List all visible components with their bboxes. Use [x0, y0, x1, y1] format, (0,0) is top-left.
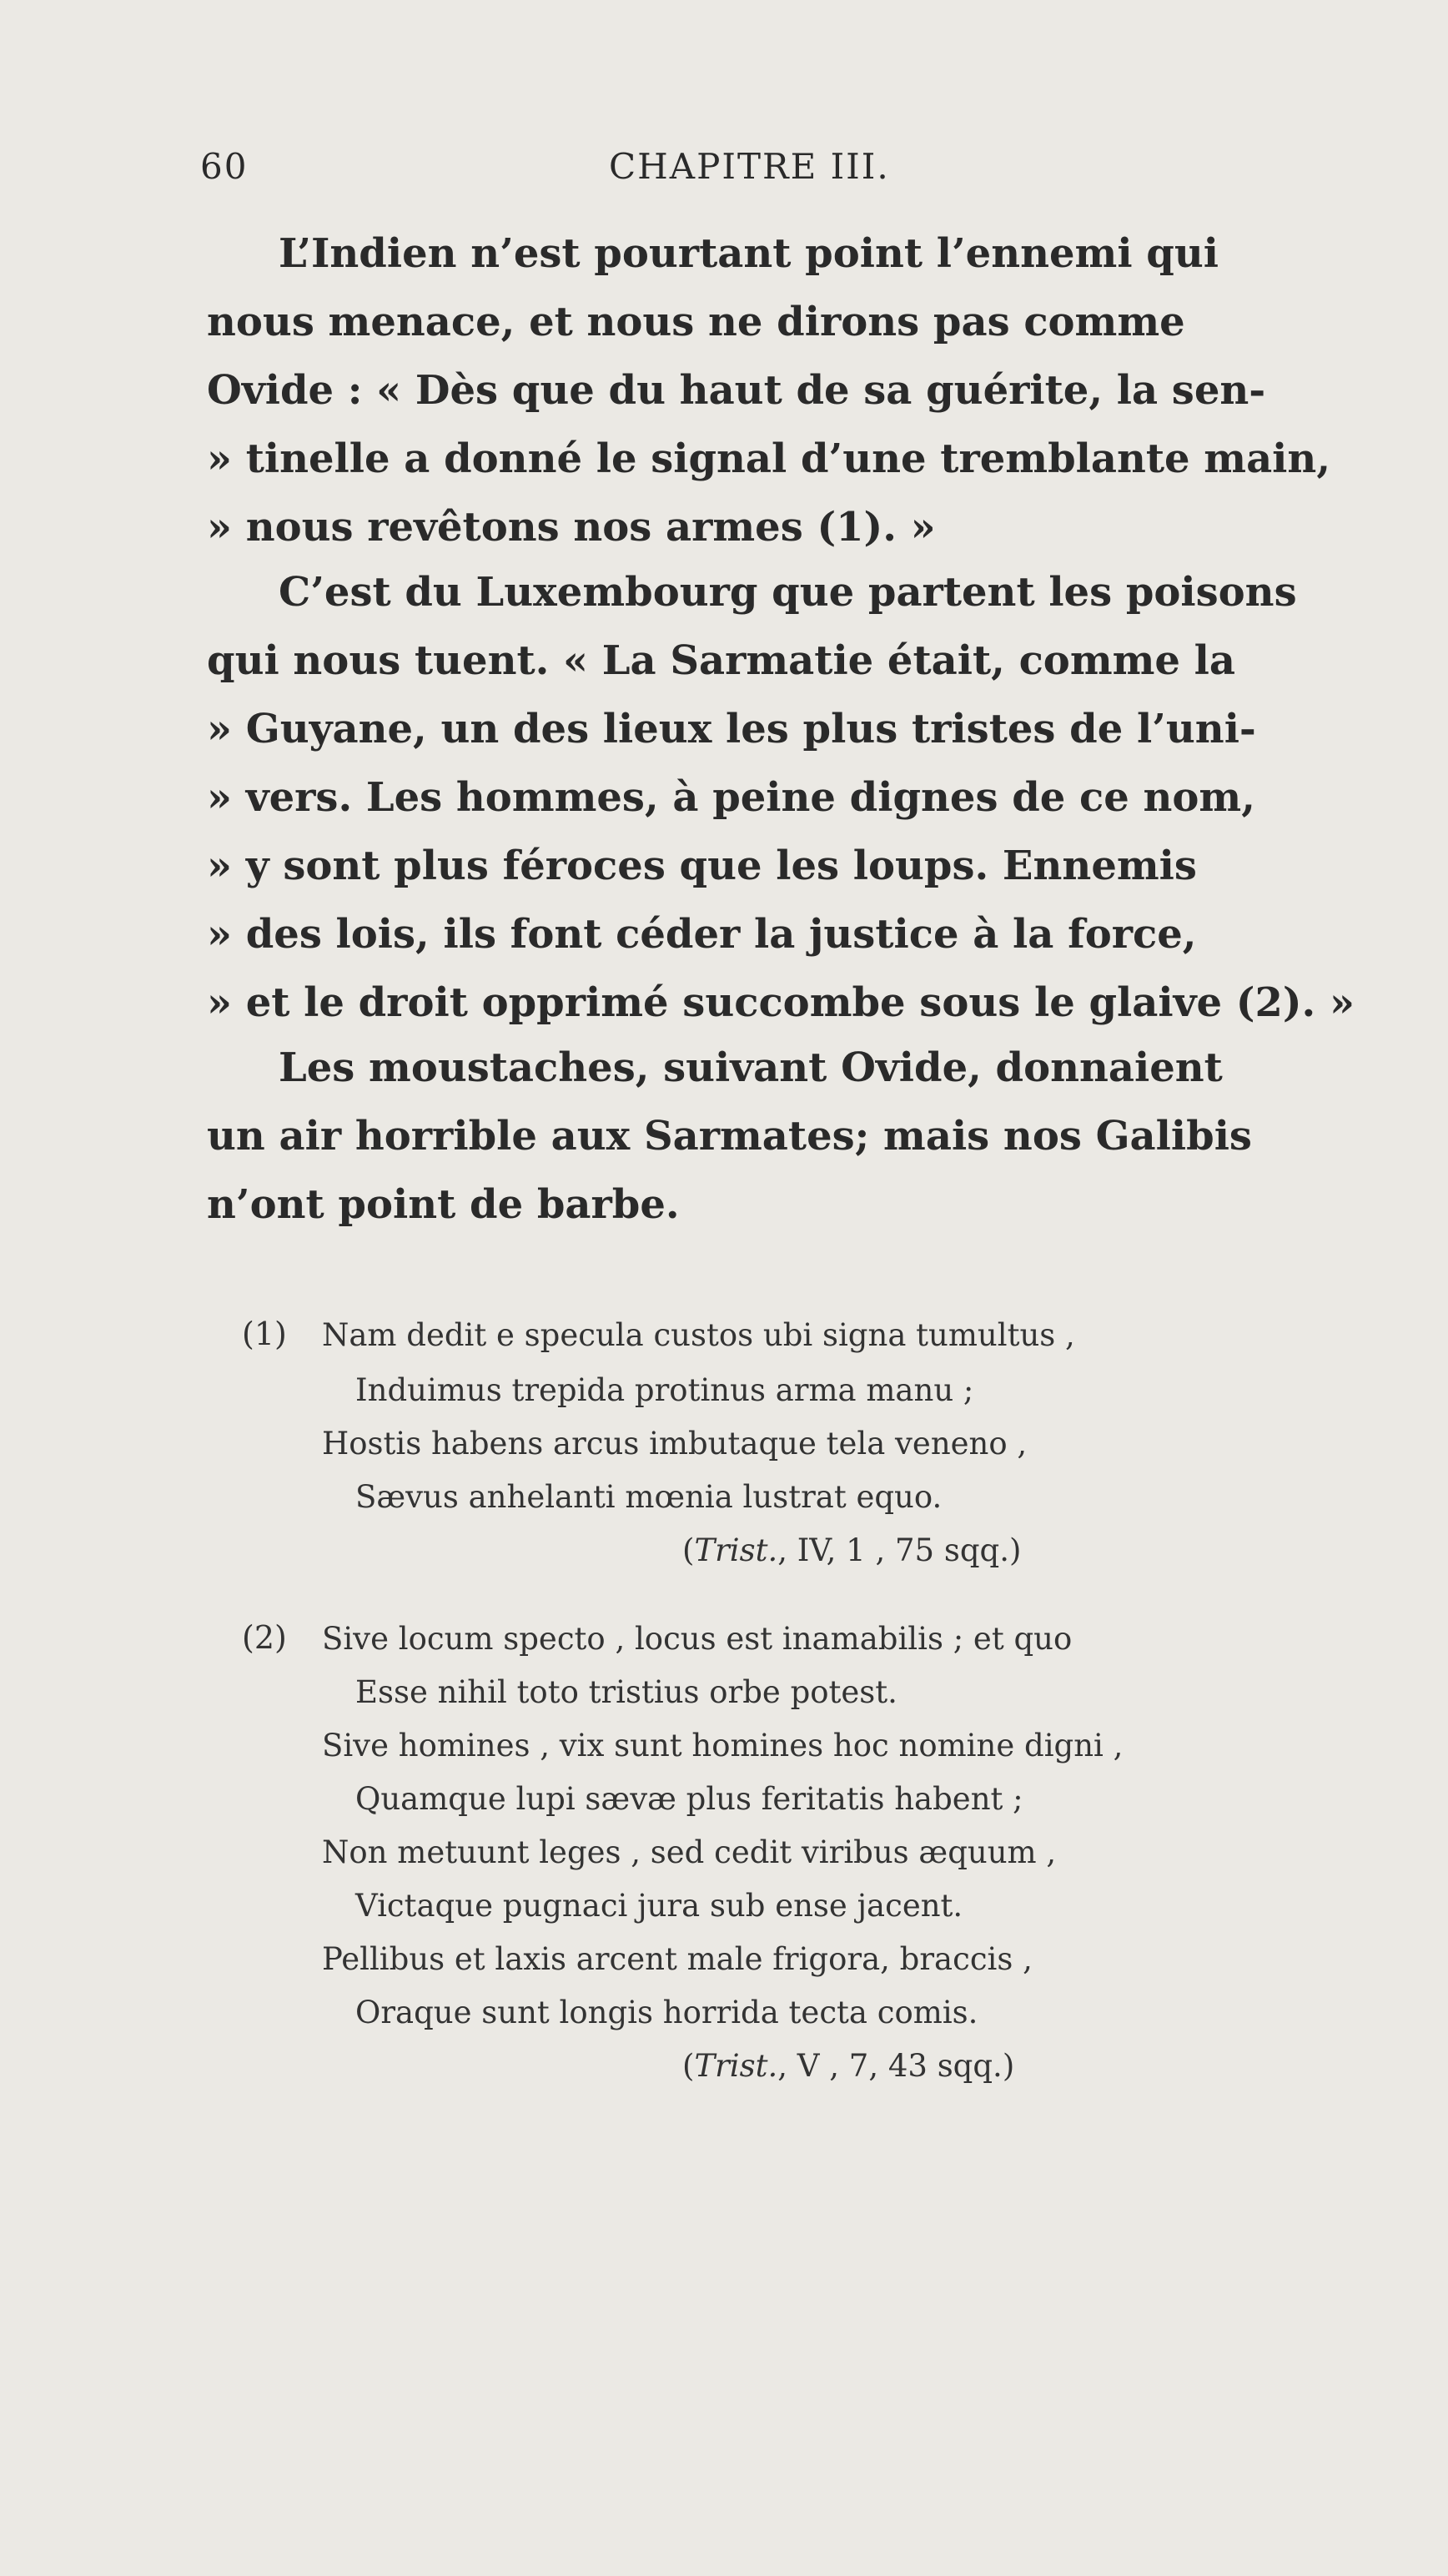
- body-line: » et le droit opprimé succombe sous le glaive (2). »: [207, 979, 1355, 1026]
- footnote-line: Sive locum specto , locus est inamabilis ; et quo: [322, 1621, 1073, 1657]
- body-line: » des lois, ils font céder la justice à la force,: [207, 911, 1197, 958]
- footnote-line: Quamque lupi sævæ plus feritatis habent ;: [355, 1781, 1023, 1817]
- body-line: n’ont point de barbe.: [207, 1181, 680, 1228]
- body-line: » nous revêtons nos armes (1). »: [207, 504, 936, 551]
- footnote-line: Oraque sunt longis horrida tecta comis.: [355, 1995, 978, 2030]
- footnote-marker: (2): [242, 1619, 287, 1656]
- page-number: 60: [200, 146, 249, 187]
- footnote-line: Hostis habens arcus imbutaque tela veneno ,: [322, 1426, 1028, 1462]
- footnote-line: Pellibus et laxis arcent male frigora, braccis ,: [322, 1941, 1033, 1977]
- citation-ref: , IV, 1 , 75 sqq.): [777, 1532, 1022, 1568]
- footnote-citation: (Trist., IV, 1 , 75 sqq.): [682, 1532, 1022, 1568]
- footnote-line: Esse nihil toto tristius orbe potest.: [355, 1674, 897, 1710]
- footnote-line: Victaque pugnaci jura sub ense jacent.: [355, 1888, 963, 1924]
- body-line: L’Indien n’est pourtant point l’ennemi qui: [279, 230, 1219, 277]
- running-title: CHAPITRE III.: [609, 146, 890, 187]
- body-line: » y sont plus féroces que les loups. Ennemis: [207, 843, 1197, 889]
- footnote-line: Induimus trepida protinus arma manu ;: [355, 1372, 974, 1408]
- body-line: » tinelle a donné le signal d’une tremblante main,: [207, 435, 1331, 482]
- citation-title: Trist.: [694, 2048, 778, 2084]
- body-line: un air horrible aux Sarmates; mais nos Galibis: [207, 1113, 1252, 1160]
- footnote-line: Sævus anhelanti mœnia lustrat equo.: [355, 1479, 943, 1515]
- footnote-marker: (1): [242, 1316, 287, 1352]
- body-line: nous menace, et nous ne dirons pas comme: [207, 299, 1185, 345]
- footnote-line: Nam dedit e specula custos ubi signa tumultus ,: [322, 1317, 1075, 1353]
- citation-title: Trist.: [694, 1532, 778, 1568]
- body-line: Ovide : « Dès que du haut de sa guérite, la sen-: [207, 367, 1266, 414]
- body-line: Les moustaches, suivant Ovide, donnaient: [279, 1044, 1223, 1091]
- body-line: qui nous tuent. « La Sarmatie était, comme la: [207, 637, 1235, 684]
- body-line: C’est du Luxembourg que partent les poisons: [279, 569, 1297, 616]
- footnote-citation: (Trist., V , 7, 43 sqq.): [682, 2048, 1015, 2084]
- body-line: » vers. Les hommes, à peine dignes de ce nom,: [207, 774, 1255, 821]
- page-header: [200, 146, 1351, 204]
- footnote-line: Sive homines , vix sunt homines hoc nomine digni ,: [322, 1728, 1124, 1763]
- body-line: » Guyane, un des lieux les plus tristes de l’uni-: [207, 706, 1256, 752]
- footnote-line: Non metuunt leges , sed cedit viribus æquum ,: [322, 1834, 1057, 1870]
- citation-ref: , V , 7, 43 sqq.): [777, 2048, 1015, 2084]
